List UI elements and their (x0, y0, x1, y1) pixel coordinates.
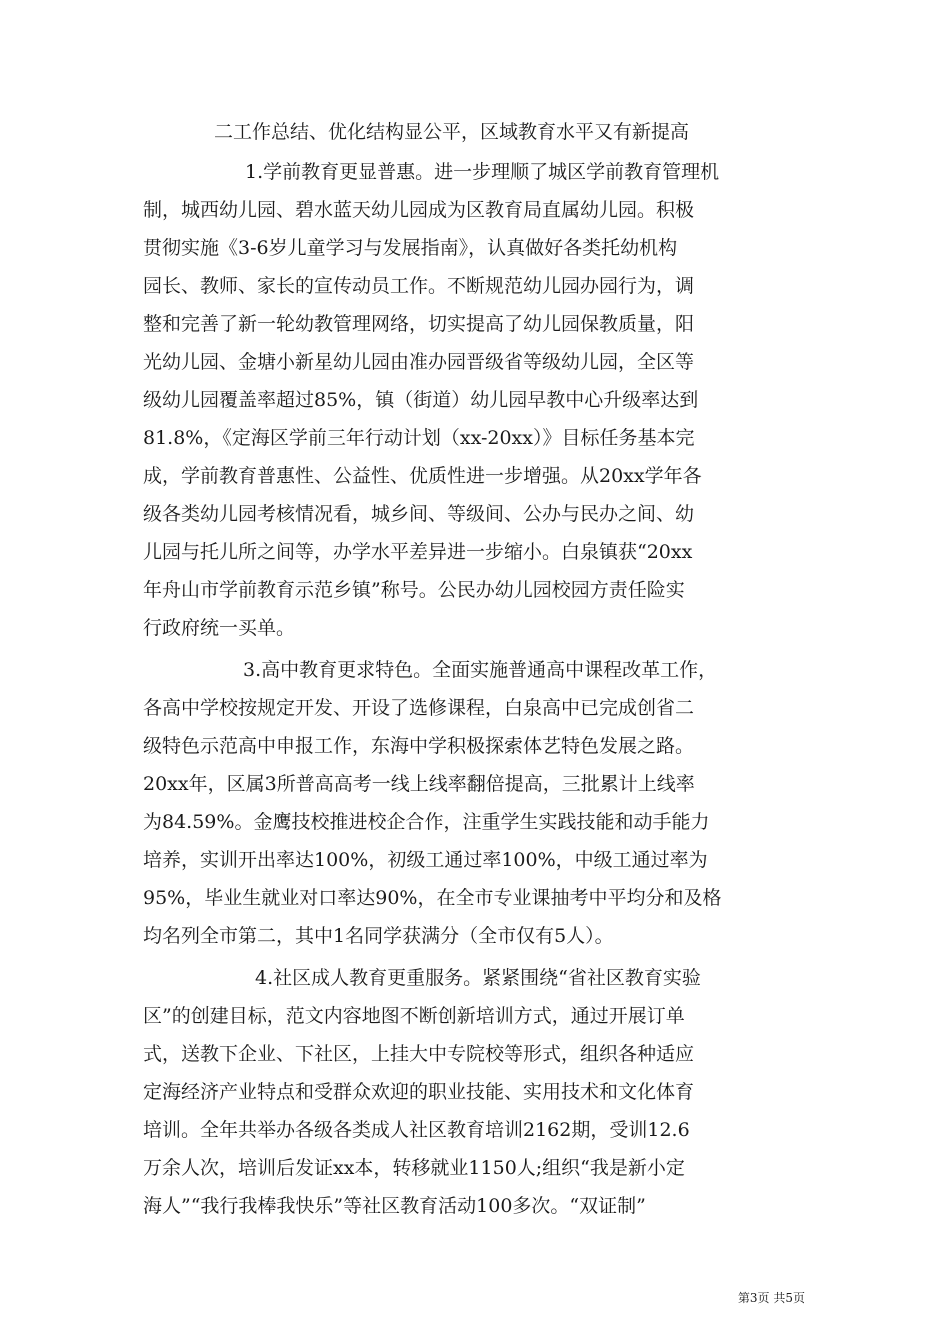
paragraph-line: 培养，实训开出率达100%，初级工通过率100%，中级工通过率为 (143, 849, 708, 871)
paragraph-line: 儿园与托儿所之间等，办学水平差异进一步缩小。白泉镇获“20xx (143, 541, 693, 563)
paragraph-line: 制，城西幼儿园、碧水蓝天幼儿园成为区教育局直属幼儿园。积极 (143, 199, 695, 221)
paragraph-line: 4.社区成人教育更重服务。紧紧围绕“省社区教育实验 (255, 967, 701, 989)
paragraph-line: 园长、教师、家长的宣传动员工作。不断规范幼儿园办园行为，调 (143, 275, 695, 297)
paragraph-line: 定海经济产业特点和受群众欢迎的职业技能、实用技术和文化体育 (143, 1081, 695, 1103)
paragraph-line: 年舟山市学前教育示范乡镇”称号。公民办幼儿园校园方责任险实 (143, 579, 685, 601)
paragraph-line: 3.高中教育更求特色。全面实施普通高中课程改革工作， (243, 659, 718, 681)
paragraph-line: 95%，毕业生就业对口率达90%，在全市专业课抽考中平均分和及格 (143, 887, 722, 909)
paragraph-line: 级各类幼儿园考核情况看，城乡间、等级间、公办与民办之间、幼 (143, 503, 695, 525)
paragraph-line: 级幼儿园覆盖率超过85%，镇（街道）幼儿园早教中心升级率达到 (143, 389, 699, 411)
paragraph-line: 均名列全市第二，其中1名同学获满分（全市仅有5人）。 (143, 925, 614, 947)
paragraph-line: 行政府统一买单。 (143, 617, 296, 639)
paragraph-line: 培训。全年共举办各级各类成人社区教育培训2162期，受训12.6 (143, 1119, 690, 1141)
paragraph-line: 万余人次，培训后发证xx本，转移就业1150人;组织“我是新小定 (143, 1157, 685, 1179)
paragraph-line: 为84.59%。金鹰技校推进校企合作，注重学生实践技能和动手能力 (143, 811, 710, 833)
paragraph-line: 各高中学校按规定开发、开设了选修课程，白泉高中已完成创省二 (143, 697, 695, 719)
paragraph-line: 光幼儿园、金塘小新星幼儿园由准办园晋级省等级幼儿园，全区等 (143, 351, 695, 373)
paragraph-line: 海人”“我行我棒我快乐”等社区教育活动100多次。“双证制” (143, 1195, 646, 1217)
paragraph-line: 级特色示范高中申报工作，东海中学积极探索体艺特色发展之路。 (143, 735, 695, 757)
paragraph-line: 81.8%，《定海区学前三年行动计划（xx-20xx）》目标任务基本完 (143, 427, 695, 449)
paragraph-line: 成，学前教育普惠性、公益性、优质性进一步增强。从20xx学年各 (143, 465, 702, 487)
paragraph-line: 1.学前教育更显普惠。进一步理顺了城区学前教育管理机 (245, 161, 720, 183)
paragraph-line: 式，送教下企业、下社区，上挂大中专院校等形式，组织各种适应 (143, 1043, 695, 1065)
section-heading: 二工作总结、优化结构显公平，区域教育水平又有新提高 (214, 121, 690, 143)
page-number: 第3页 共5页 (737, 1291, 805, 1305)
paragraph-line: 20xx年，区属3所普高高考一线上线率翻倍提高，三批累计上线率 (143, 773, 695, 795)
paragraph-line: 整和完善了新一轮幼教管理网络，切实提高了幼儿园保教质量，阳 (143, 313, 695, 335)
paragraph-line: 贯彻实施《3-6岁儿童学习与发展指南》，认真做好各类托幼机构 (143, 237, 678, 259)
paragraph-line: 区”的创建目标，范文内容地图不断创新培训方式，通过开展订单 (143, 1005, 685, 1027)
